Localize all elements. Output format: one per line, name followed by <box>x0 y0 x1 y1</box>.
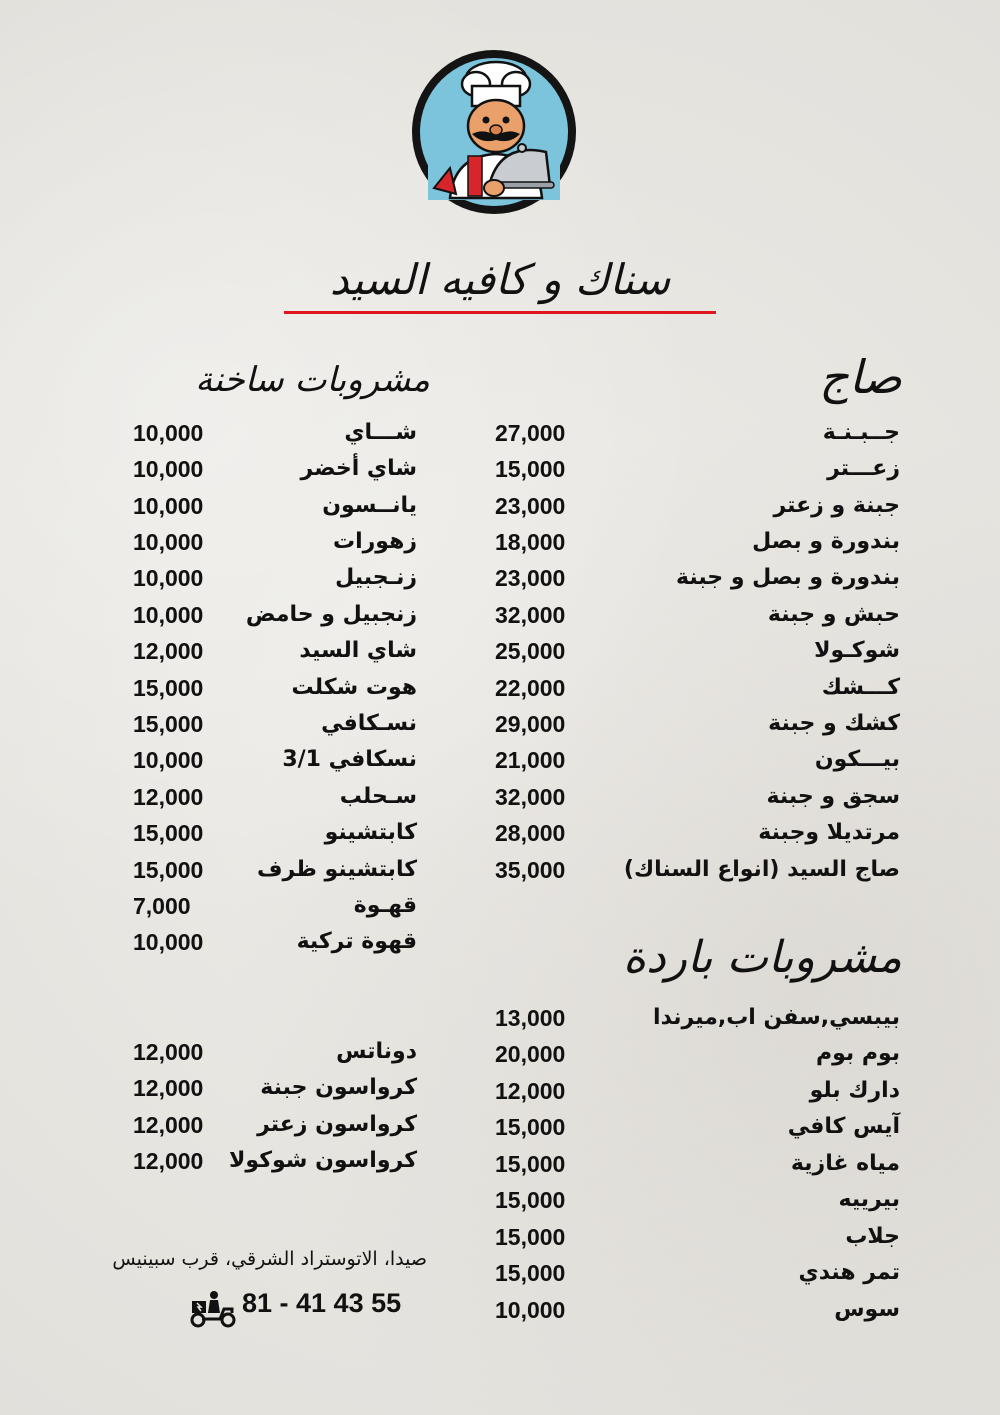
list-item <box>495 597 900 633</box>
list-item <box>133 1070 417 1106</box>
item-price: 18,000 <box>495 529 566 555</box>
item-name: شاي السيد <box>299 638 417 663</box>
item-name: حبش و جبنة <box>767 602 900 627</box>
list-item <box>133 924 417 960</box>
item-name: بيبسي,سفن اب,ميرندا <box>653 1005 900 1030</box>
list-item <box>495 779 900 815</box>
list-item <box>495 1292 900 1328</box>
item-name: سـحلب <box>339 784 417 809</box>
list-item <box>133 888 417 924</box>
item-price: 35,000 <box>495 857 566 883</box>
item-price: 15,000 <box>495 1114 566 1140</box>
item-price: 12,000 <box>133 638 204 664</box>
item-name: زنـجبيل <box>335 565 417 590</box>
item-price: 22,000 <box>495 675 566 701</box>
item-price: 15,000 <box>133 820 204 846</box>
item-name: زنجبيل و حامض <box>245 602 417 627</box>
item-name: دارك بلو <box>809 1078 900 1103</box>
list-item <box>133 597 417 633</box>
item-price: 12,000 <box>133 1075 204 1101</box>
item-price: 29,000 <box>495 711 566 737</box>
item-name: تمر هندي <box>798 1260 900 1285</box>
item-price: 32,000 <box>495 784 566 810</box>
item-price: 12,000 <box>133 784 204 810</box>
item-name: نسـكافي <box>321 711 417 736</box>
item-name: دوناتس <box>336 1039 417 1064</box>
list-item <box>495 560 900 596</box>
item-price: 21,000 <box>495 747 566 773</box>
list-item <box>133 670 417 706</box>
list-item <box>495 742 900 778</box>
list-item <box>495 1073 900 1109</box>
item-name: شاي أخضر <box>300 456 417 481</box>
hot-drinks-heading: مشروبات ساخنة <box>195 360 430 400</box>
address-text: صيدا، الاتوستراد الشرقي، قرب سبينيس <box>112 1248 427 1270</box>
list-item <box>133 779 417 815</box>
item-name: قهـوة <box>353 893 417 918</box>
list-item <box>133 415 417 451</box>
list-item <box>495 852 900 888</box>
item-name: كرواسون شوكولا <box>229 1148 417 1173</box>
item-price: 15,000 <box>495 1151 566 1177</box>
item-name: مياه غازية <box>790 1151 900 1176</box>
list-item <box>495 1109 900 1145</box>
item-price: 10,000 <box>133 456 204 482</box>
list-item <box>495 524 900 560</box>
item-price: 10,000 <box>133 929 204 955</box>
list-item <box>133 852 417 888</box>
list-item <box>495 488 900 524</box>
item-price: 23,000 <box>495 565 566 591</box>
item-price: 15,000 <box>495 1187 566 1213</box>
delivery-scooter-icon <box>188 1289 238 1329</box>
chef-with-cloche-icon <box>410 48 578 216</box>
item-name: كابتشينو <box>324 820 417 845</box>
item-name: مرتديلا وجبنة <box>758 820 900 845</box>
item-name: زعـــتر <box>827 456 900 481</box>
list-item <box>495 1000 900 1036</box>
item-price: 10,000 <box>133 747 204 773</box>
item-price: 12,000 <box>495 1078 566 1104</box>
item-price: 15,000 <box>495 456 566 482</box>
list-item <box>133 560 417 596</box>
saj-heading: صاج <box>819 350 902 404</box>
item-price: 15,000 <box>495 1224 566 1250</box>
phone-number: 81 - 41 43 55 <box>242 1288 402 1318</box>
item-name: آيس كافي <box>787 1114 900 1139</box>
title-divider <box>284 311 716 314</box>
item-name: بيرييه <box>838 1187 900 1212</box>
list-item <box>495 451 900 487</box>
item-name: كـــشك <box>821 675 900 700</box>
item-name: صاج السيد (انواع السناك) <box>623 857 900 882</box>
item-name: نسكافي 3/1 <box>282 747 417 772</box>
item-price: 10,000 <box>133 602 204 628</box>
item-price: 28,000 <box>495 820 566 846</box>
list-item <box>133 742 417 778</box>
item-price: 10,000 <box>133 493 204 519</box>
item-name: سوس <box>834 1297 900 1322</box>
list-item <box>495 1182 900 1218</box>
list-item <box>133 706 417 742</box>
list-item <box>133 1143 417 1179</box>
item-name: شـــاي <box>344 420 417 445</box>
list-item <box>133 815 417 851</box>
item-price: 15,000 <box>133 857 204 883</box>
item-name: كابتشينو ظرف <box>256 857 417 882</box>
list-item <box>133 1034 417 1070</box>
item-name: بوم بوم <box>815 1041 900 1066</box>
item-name: جلاب <box>845 1224 900 1249</box>
item-name: زهورات <box>332 529 417 554</box>
item-price: 10,000 <box>495 1297 566 1323</box>
item-name: كشك و جبنة <box>768 711 900 736</box>
item-name: بندورة و بصل <box>752 529 900 554</box>
item-name: جبنة و زعتر <box>773 493 900 518</box>
list-item <box>495 633 900 669</box>
item-name: شوكـولا <box>814 638 900 663</box>
list-item <box>495 815 900 851</box>
item-price: 32,000 <box>495 602 566 628</box>
list-item <box>133 1107 417 1143</box>
list-item <box>495 1036 900 1072</box>
list-item <box>495 415 900 451</box>
item-price: 10,000 <box>133 529 204 555</box>
cold-drinks-heading: مشروبات باردة <box>623 932 902 983</box>
item-price: 15,000 <box>495 1260 566 1286</box>
item-name: بندورة و بصل و جبنة <box>676 565 900 590</box>
list-item <box>495 706 900 742</box>
item-price: 23,000 <box>495 493 566 519</box>
item-price: 10,000 <box>133 420 204 446</box>
item-price: 20,000 <box>495 1041 566 1067</box>
list-item <box>133 488 417 524</box>
item-price: 7,000 <box>133 893 191 919</box>
item-name: قهوة تركية <box>296 929 417 954</box>
item-price: 12,000 <box>133 1148 204 1174</box>
item-price: 13,000 <box>495 1005 566 1031</box>
item-price: 12,000 <box>133 1112 204 1138</box>
item-name: بيـــكون <box>814 747 900 772</box>
item-name: سجق و جبنة <box>766 784 900 809</box>
list-item <box>133 524 417 560</box>
item-name: هوت شكلت <box>291 675 417 700</box>
item-name: يانــسون <box>322 493 417 518</box>
list-item <box>133 451 417 487</box>
list-item <box>495 1255 900 1291</box>
list-item <box>133 633 417 669</box>
list-item <box>495 670 900 706</box>
item-price: 10,000 <box>133 565 204 591</box>
item-name: جــبـنـة <box>822 420 900 445</box>
item-price: 27,000 <box>495 420 566 446</box>
item-name: كرواسون زعتر <box>257 1112 417 1137</box>
item-price: 15,000 <box>133 675 204 701</box>
item-price: 15,000 <box>133 711 204 737</box>
page-title: سناك و كافيه السيد <box>329 255 671 304</box>
item-name: كرواسون جبنة <box>260 1075 417 1100</box>
list-item <box>495 1219 900 1255</box>
item-price: 12,000 <box>133 1039 204 1065</box>
list-item <box>495 1146 900 1182</box>
item-price: 25,000 <box>495 638 566 664</box>
